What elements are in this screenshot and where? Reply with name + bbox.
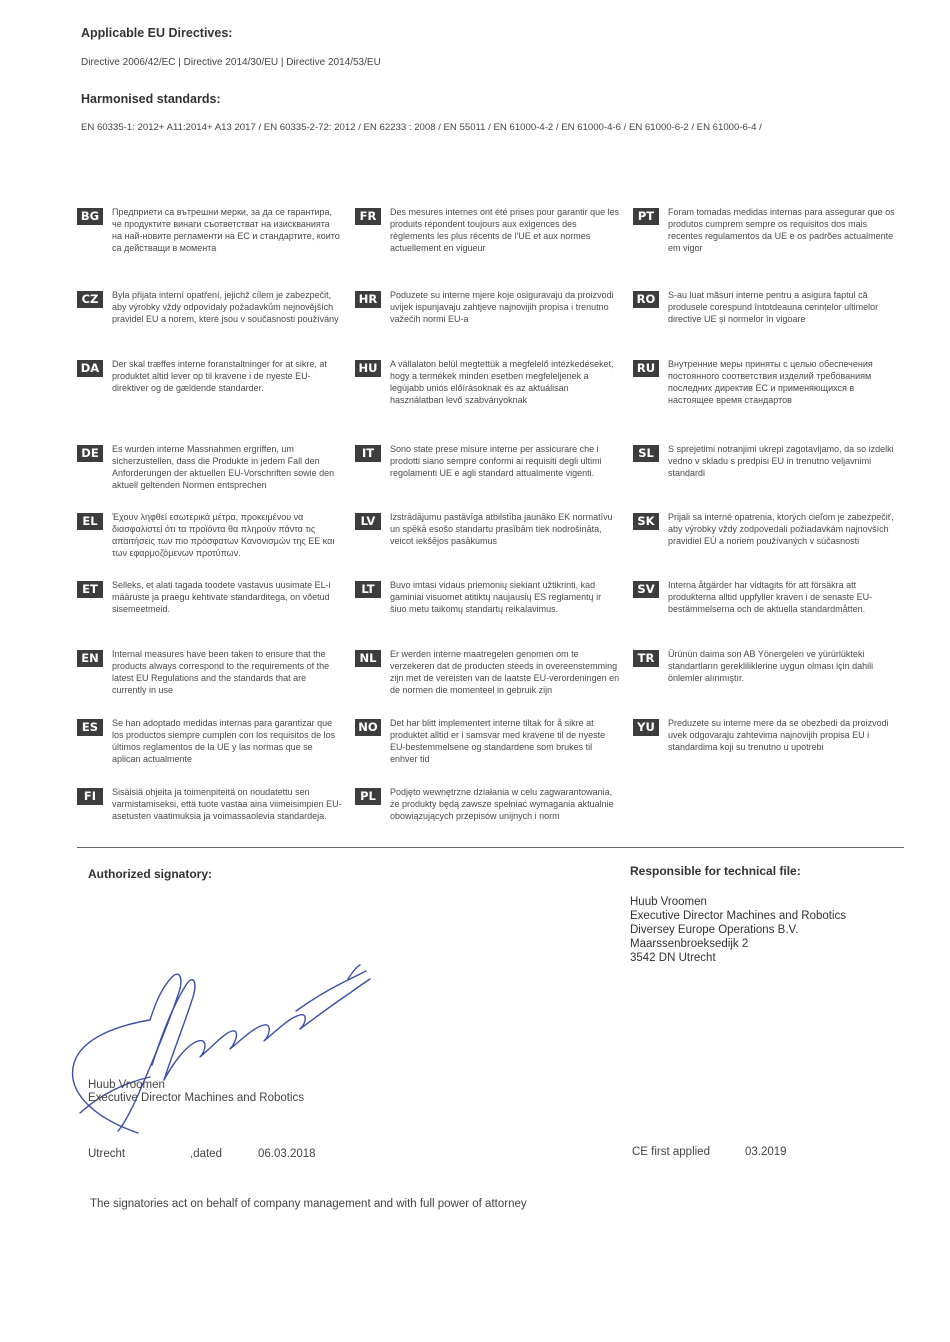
- language-statement: Внутренние меры приняты с целью обеспечения постоянного соответствия изделий требованиям последних директив ЕС и применяющихся в настоящее время стандартов: [668, 359, 873, 405]
- dated-label: ,dated: [190, 1148, 222, 1160]
- technical-file-line: Huub Vroomen: [630, 896, 707, 908]
- language-statement: S sprejetimi notranjimi ukrepi zagotavljamo, da so izdelki vedno v skladu s predpisi EU in trenutno veljavnimi standardi: [668, 444, 894, 478]
- language-statement: Er werden interne maatregelen genomen om te verzekeren dat de producten steeds in overeenstemming zijn met de vereisten van de laatste EU-verordeningen en de normen die momenteel in gebruik zijn: [390, 649, 620, 695]
- language-code-badge: SL: [633, 445, 659, 462]
- language-statement: Byla přijata interní opatření, jejichž cílem je zabezpečit, aby výrobky vždy odpovídaly požadavkům nejnovějších pravidel EU a norem, které jsou v současnosti používány: [112, 290, 339, 324]
- language-statement: Poduzete su interne mjere koje osiguravaju da proizvodi uvijek ispunjavaju zahtjeve najnovijih propisa i trenutno važećih normi EU-a: [390, 290, 614, 324]
- language-code-badge: YU: [633, 719, 659, 736]
- language-code-badge: ES: [77, 719, 103, 736]
- language-code-badge: EL: [77, 513, 103, 530]
- language-code-badge: HU: [355, 360, 381, 377]
- language-code-badge: ET: [77, 581, 103, 598]
- language-statement: Det har blitt implementert interne tiltak for å sikre at produktet alltid er i samsvar med kravene til de nyeste EU-bestemmelsene og standardene som brukes til enhver tid: [390, 718, 606, 764]
- language-code-badge: RO: [633, 291, 659, 308]
- signatory-heading: Authorized signatory:: [88, 867, 213, 881]
- language-code-badge: FR: [355, 208, 381, 225]
- language-code-badge: FI: [77, 788, 103, 805]
- standards-text: EN 60335-1: 2012+ A11:2014+ A13 2017 / EN 60335-2-72: 2012 / EN 62233 : 2008 / EN 55011 / EN 61000-4-2 / EN 61000-4-6 / EN 61000-6-2 / EN 61000-6-4 /: [81, 122, 762, 133]
- directives-heading: Applicable EU Directives:: [81, 26, 233, 40]
- language-code-badge: EN: [77, 650, 103, 667]
- signatory-name: Huub Vroomen: [88, 1079, 165, 1091]
- language-code-badge: CZ: [77, 291, 103, 308]
- directives-text: Directive 2006/42/EC | Directive 2014/30/EU | Directive 2014/53/EU: [81, 57, 381, 68]
- signatory-place: Utrecht: [88, 1148, 126, 1160]
- language-statement: Sono state prese misure interne per assicurare che i prodotti siano sempre conformi ai requisiti degli ultimi regolamenti UE e agli standard attualmente vigenti.: [390, 444, 602, 478]
- signatory-date: 06.03.2018: [258, 1148, 316, 1160]
- technical-file-address: [630, 895, 846, 965]
- language-code-badge: NL: [355, 650, 381, 667]
- language-statement: Selleks, et alati tagada toodete vastavus uusimate EL-i määruste ja praegu kehtivate standarditega, on võetud sisemeetmeid.: [112, 580, 331, 614]
- separator-line: [77, 847, 904, 848]
- language-code-badge: LV: [355, 513, 381, 530]
- language-statement: Es wurden interne Massnahmen ergriffen, um sicherzustellen, dass die Produkte in jedem Fall den Anforderungen der aktuellen EU-Vorschriften sowie den aktuell geltenden Normen entsprechen: [112, 444, 335, 490]
- language-statement: Sisäisiä ohjeita ja toimenpiteitä on noudatettu sen varmistamiseksi, että tuote vastaa aina viimeisimpien EU-asetusten vaatimuksia ja voimassaolevia standardeja.: [112, 787, 342, 821]
- language-code-badge: LT: [355, 581, 381, 598]
- language-statement: Prijali sa interné opatrenia, ktorých cieľom je zabezpečiť, aby výrobky vždy zodpovedali požiadavkám najnovších pravidiel EÚ a noriem používaných v súčasnosti: [668, 512, 894, 546]
- language-statement: Ürünün daima son AB Yönergeleri ve yürürlükteki standartların gerekliliklerine uygun olması için dahili önlemler alınmıştır.: [668, 649, 874, 683]
- language-code-badge: DE: [77, 445, 103, 462]
- language-statement: Des mesures internes ont été prises pour garantir que les produits répondent toujours aux exigences des règlements les plus récents de l'UE et aux normes actuellement en vigueur: [390, 207, 620, 253]
- language-statement: Interna åtgärder har vidtagits för att försäkra att produkterna alltid uppfyller kraven i de senaste EU-bestämmelserna och de aktuella standardmåtten.: [668, 580, 873, 614]
- standards-heading: Harmonised standards:: [81, 92, 221, 106]
- language-statement: Se han adoptado medidas internas para garantizar que los productos siempre cumplen con los requisitos de los últimos reglamentos de la UE y las normas que se aplican actualmente: [112, 718, 336, 764]
- language-code-badge: SV: [633, 581, 659, 598]
- language-statement: S-au luat măsuri interne pentru a asigura faptul că produsele corespund întotdeauna cerințelor ultimelor directive UE și normelor în vigoare: [668, 290, 879, 324]
- technical-file-heading: Responsible for technical file:: [630, 864, 801, 878]
- language-code-badge: PT: [633, 208, 659, 225]
- language-statement: A vállalaton belül megtettük a megfelelő intézkedéseket, hogy a termékek minden esetben megfeleljenek a legújabb uniós előírásoknak és az aktuálisan használatban levő szabványoknak: [390, 359, 614, 405]
- footer-note: The signatories act on behalf of company management and with full power of attorney: [90, 1198, 527, 1210]
- language-statement: Internal measures have been taken to ensure that the products always correspond to the requirements of the latest EU Regulations and the standards that are currently in use: [112, 649, 330, 695]
- language-code-badge: PL: [355, 788, 381, 805]
- technical-file-line: Diversey Europe Operations B.V.: [630, 924, 799, 936]
- language-statement: Izstrādājumu pastāvīga atbilstība jaunāko EK normatīvu un spēkā esošo standartu prasībām tiek nodrošināta, veicot iekšējos pasākumus: [390, 512, 613, 546]
- signatory-title: Executive Director Machines and Robotics: [88, 1092, 305, 1104]
- handwritten-signature: [60, 945, 380, 1145]
- language-statement: Podjęto wewnętrzne działania w celu zagwarantowania, że produkty będą zawsze spełniać wymagania aktualnie obowiązujących przepisów unijnych i norm: [390, 787, 614, 821]
- language-code-badge: DA: [77, 360, 103, 377]
- language-code-badge: BG: [77, 208, 103, 225]
- language-statement: Buvo imtasi vidaus priemonių siekiant užtikrinti, kad gaminiai visuomet atitiktų naujausių ES reglamentų ir šiuo metu taikomų standartų reikalavimus.: [390, 580, 602, 614]
- language-code-badge: SK: [633, 513, 659, 530]
- language-statement: Foram tomadas medidas internas para assegurar que os produtos cumprem sempre os requisitos dos mais recentes regulamentos da UE e os padrões actualmente em vigor: [668, 207, 895, 253]
- language-code-badge: RU: [633, 360, 659, 377]
- language-statement: Предприети са вътрешни мерки, за да се гарантира, че продуктите винаги съответстват на изискванията на най-новите регламенти на ЕС и стандартите, които са действащи в момента: [112, 207, 340, 253]
- language-statement: Έχουν ληφθεί εσωτερικά μέτρα, προκειμένου να διασφαλιστεί ότι τα προϊόντα θα πληρούν πάντα τις απαιτήσεις των πιο πρόσφατων Κανονισμών της ΕΕ και των εφαρμοζόμενων προτύπων.: [112, 512, 335, 558]
- technical-file-line: 3542 DN Utrecht: [630, 952, 716, 964]
- ce-label: CE first applied: [632, 1146, 710, 1158]
- language-code-badge: IT: [355, 445, 381, 462]
- language-statement: Preduzete su interne mere da se obezbedi da proizvodi uvek odgovaraju zahtevima najnovijih propisa EU i standardima koji su trenutno u upotrebi: [668, 718, 889, 752]
- language-statement: Der skal træffes interne foranstaltninger for at sikre, at produktet altid lever op til kravene i de nyeste EU-direktiver og de gældende standarder.: [112, 359, 327, 393]
- language-code-badge: HR: [355, 291, 381, 308]
- language-code-badge: TR: [633, 650, 659, 667]
- technical-file-line: Executive Director Machines and Robotics: [630, 910, 847, 922]
- technical-file-line: Maarssenbroeksedijk 2: [630, 938, 749, 950]
- language-code-badge: NO: [355, 719, 381, 736]
- ce-date: 03.2019: [745, 1146, 787, 1158]
